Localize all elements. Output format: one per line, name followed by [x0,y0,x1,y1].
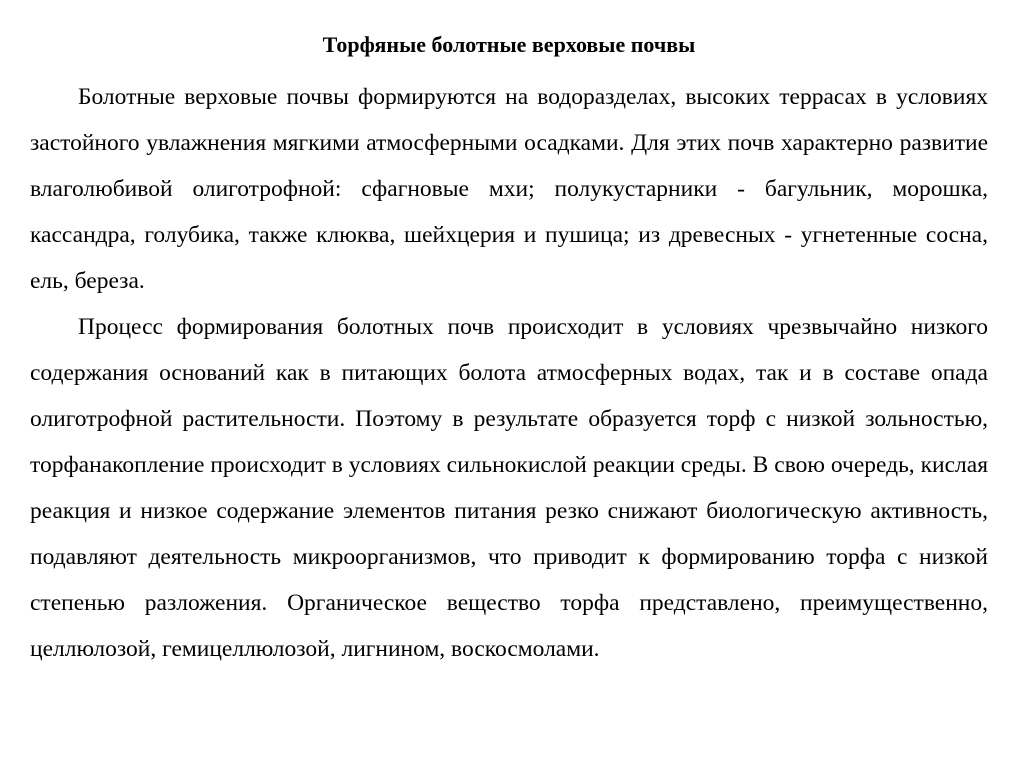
document-page [30,30,988,672]
paragraph-2: Процесс формирования болотных почв происходит в условиях чрезвычайно низкого содержания оснований как в питающих болота атмосферных водах, так и в составе опада олиготрофной растительности. Поэтому в результате образуется торф с низкой зольностью, торфанакопление происходит в условиях сильнокислой реакции среды. В свою очередь, кислая реакция и низкое содержание элементов питания резко снижают биологическую активность, подавляют деятельность микроорганизмов, что приводит к формированию торфа с низкой степенью разложения. Органическое вещество торфа представлено, преимущественно, целлюлозой, гемицеллюлозой, лигнином, воскосмолами. [30,314,988,662]
paragraph-1: Болотные верховые почвы формируются на водоразделах, высоких террасах в условиях застойного увлажнения мягкими атмосферными осадками. Для этих почв характерно развитие влаголюбивой олиготрофной: сфагновые мхи; полукустарники - багульник, морошка, кассандра, голубика, также клюква, шейхцерия и пушица; из древесных - угнетенные сосна, ель, береза. [30,84,988,294]
document-title: Торфяные болотные верховые почвы [322,32,696,57]
